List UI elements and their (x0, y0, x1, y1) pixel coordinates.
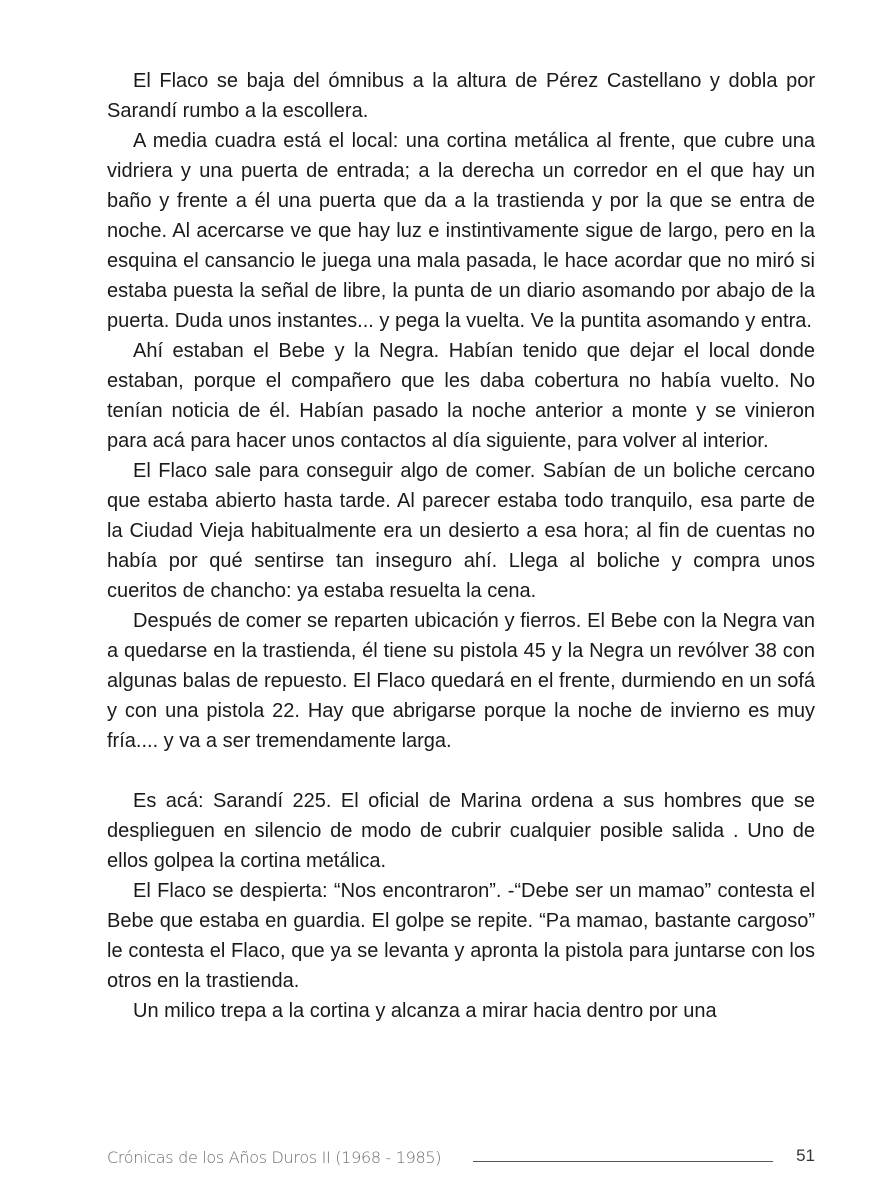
footer-divider (473, 1161, 773, 1162)
footer-book-title: Crónicas de los Años Duros II (1968 - 1985) (107, 1148, 442, 1167)
paragraph-6: Es acá: Sarandí 225. El oficial de Marina ordena a sus hombres que se desplieguen en silencio de modo de cubrir cualquier posible salida . Uno de ellos golpea la cortina metálica. (107, 790, 815, 872)
paragraph-8: Un milico trepa a la cortina y alcanza a mirar hacia dentro por una (133, 1000, 717, 1022)
paragraph-4: El Flaco sale para conseguir algo de comer. Sabían de un boliche cercano que estaba abierto hasta tarde. Al parecer estaba todo tranquilo, esa parte de la Ciudad Vieja habitualmente era un desierto a esa hora; al fin de cuentas no había por qué sentirse tan inseguro ahí. Llega al boliche y compra unos cueritos de chancho: ya estaba resuelta la cena. (107, 460, 815, 602)
paragraph-1: El Flaco se baja del ómnibus a la altura de Pérez Castellano y dobla por Sarandí rumbo a la escollera. (107, 70, 815, 122)
paragraph-2: A media cuadra está el local: una cortina metálica al frente, que cubre una vidriera y una puerta de entrada; a la derecha un corredor en el que hay un baño y frente a él una puerta que da a la trastienda y por la que se entra de noche. Al acercarse ve que hay luz e instintivamente sigue de largo, pero en la esquina el cansancio le juega una mala pasada, le hace acordar que no miró si estaba puesta la señal de libre, la punta de un diario asomando por abajo de la puerta. Duda unos instantes... y pega la vuelta. Ve la puntita asomando y entra. (107, 130, 815, 332)
page-footer (107, 1146, 815, 1174)
paragraph-5: Después de comer se reparten ubicación y fierros. El Bebe con la Negra van a quedarse en la trastienda, él tiene su pistola 45 y la Negra un revólver 38 con algunas balas de repuesto. El Flaco quedará en el frente, durmiendo en un sofá y con una pistola 22. Hay que abrigarse porque la noche de invierno es muy fría.... y va a ser tremendamente larga. (107, 610, 815, 752)
page-number: 51 (796, 1146, 815, 1165)
body-text (107, 66, 815, 1026)
paragraph-7: El Flaco se despierta: “Nos encontraron”. -“Debe ser un mamao” contesta el Bebe que estaba en guardia. El golpe se repite. “Pa mamao, bastante cargoso” le contesta el Flaco, que ya se levanta y apronta la pistola para juntarse con los otros en la trastienda. (107, 880, 815, 992)
paragraph-3: Ahí estaban el Bebe y la Negra. Habían tenido que dejar el local donde estaban, porque el compañero que les daba cobertura no había vuelto. No tenían noticia de él. Habían pasado la noche anterior a monte y se vinieron para acá para hacer unos contactos al día siguiente, para volver al interior. (107, 340, 815, 452)
